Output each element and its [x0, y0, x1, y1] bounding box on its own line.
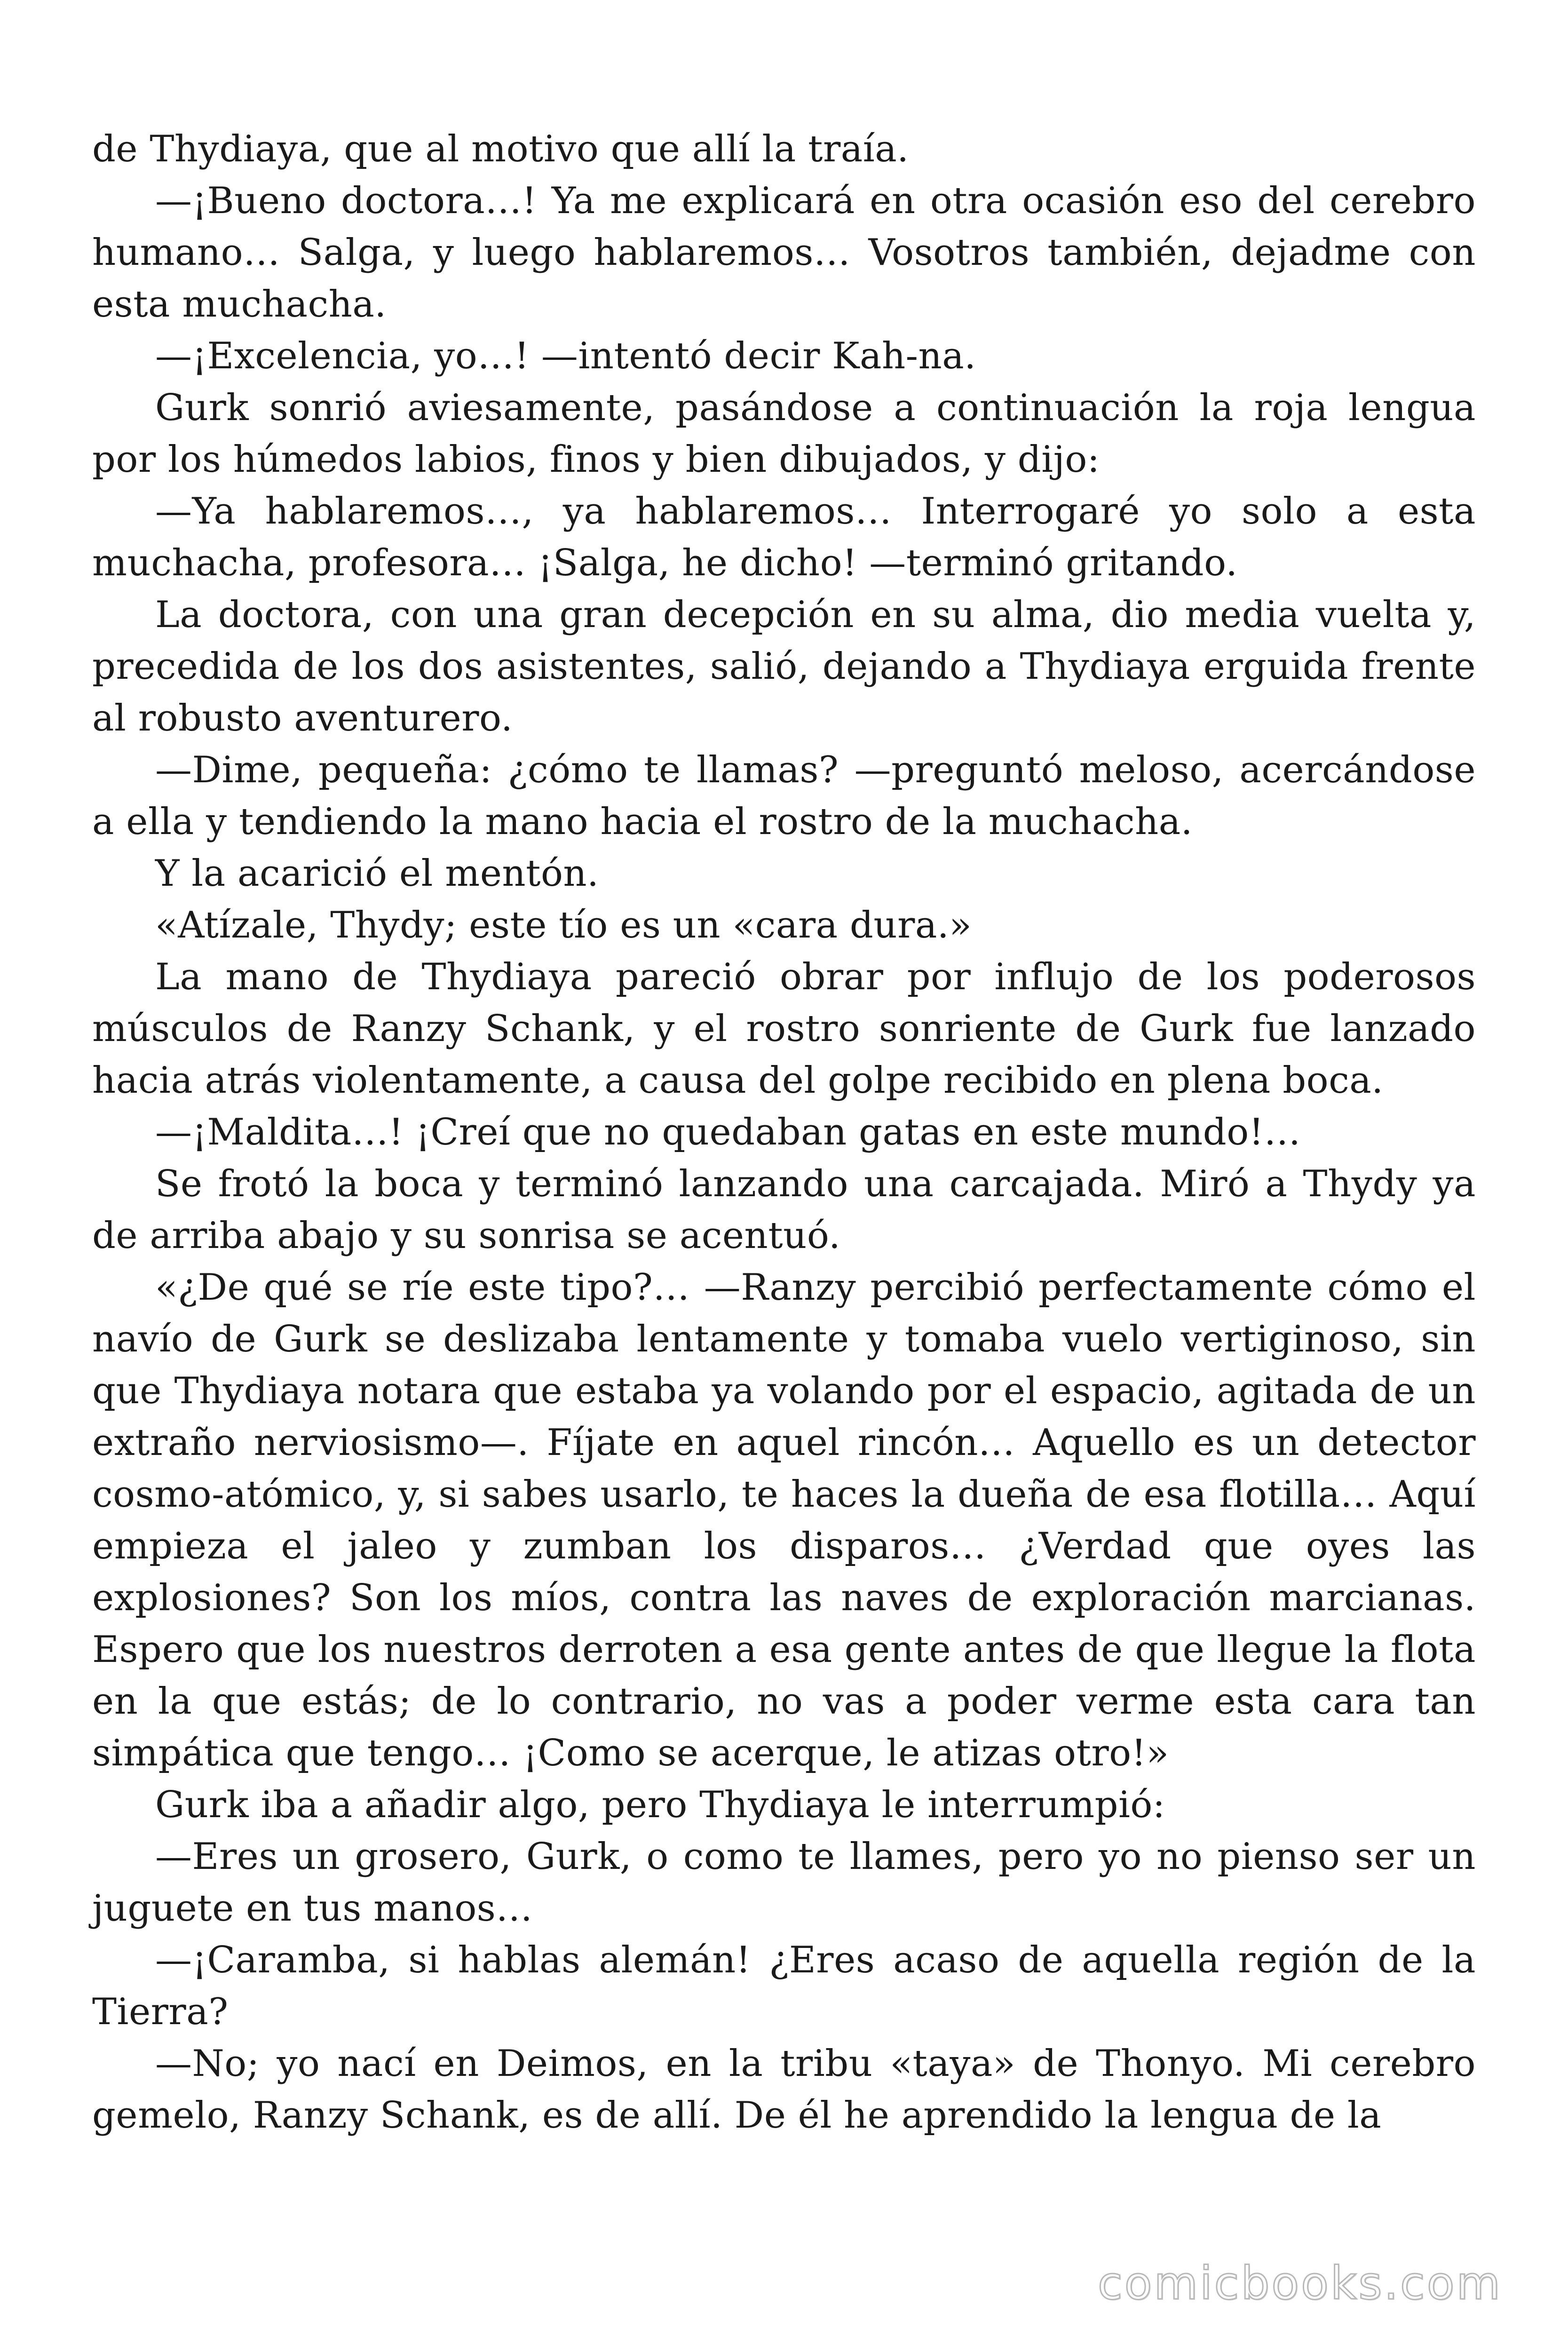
paragraph: —¡Maldita…! ¡Creí que no quedaban gatas en este mundo!…	[155, 1111, 1301, 1153]
paragraph: Y la acarició el mentón.	[155, 852, 599, 895]
paragraph: La mano de Thydiaya pareció obrar por influjo de los poderosos músculos de Ranzy Schank, y el rostro sonriente de Gurk fue lanzado hacia atrás violentamente, a causa del golpe recibido en plena boca.	[92, 956, 1476, 1102]
body-text	[92, 123, 1476, 2141]
paragraph: «¿De qué se ríe este tipo?… —Ranzy percibió perfectamente cómo el navío de Gurk se deslizaba lentamente y tomaba vuelo vertiginoso, sin que Thydiaya notara que estaba ya volando por el espacio, agitada de un extraño nerviosismo—. Fíjate en aquel rincón… Aquello es un detector cosmo-atómico, y, si sabes usarlo, te haces la dueña de esa flotilla… Aquí empieza el jaleo y zumban los disparos… ¿Verdad que oyes las explosiones? Son los míos, contra las naves de exploración marcianas. Espero que los nuestros derroten a esa gente antes de que llegue la flota en la que estás; de lo contrario, no vas a poder verme esta cara tan simpática que tengo… ¡Como se acerque, le atizas otro!»	[92, 1266, 1476, 1774]
paragraph: —No; yo nací en Deimos, en la tribu «taya» de Thonyo. Mi cerebro gemelo, Ranzy Schank, es de allí. De él he aprendido la lengua de la	[92, 2042, 1476, 2137]
paragraph: —¡Caramba, si hablas alemán! ¿Eres acaso de aquella región de la Tierra?	[92, 1939, 1476, 2033]
paragraph: «Atízale, Thydy; este tío es un «cara dura.»	[155, 904, 972, 946]
paragraph: Se frotó la boca y terminó lanzando una carcajada. Miró a Thydy ya de arriba abajo y su sonrisa se acentuó.	[92, 1163, 1476, 1257]
paragraph: —¡Bueno doctora…! Ya me explicará en otra ocasión eso del cerebro humano… Salga, y luego hablaremos… Vosotros también, dejadme con esta muchacha.	[92, 180, 1476, 326]
paragraph: La doctora, con una gran decepción en su alma, dio media vuelta y, precedida de los dos asistentes, salió, dejando a Thydiaya erguida frente al robusto aventurero.	[92, 594, 1476, 739]
paragraph: —Eres un grosero, Gurk, o como te llames, pero yo no pienso ser un juguete en tus manos…	[92, 1836, 1476, 1930]
paragraph: Gurk sonrió aviesamente, pasándose a continuación la roja lengua por los húmedos labios, finos y bien dibujados, y dijo:	[92, 387, 1476, 481]
paragraph: —Dime, pequeña: ¿cómo te llamas? —preguntó meloso, acercándose a ella y tendiendo la mano hacia el rostro de la muchacha.	[92, 749, 1476, 843]
paragraph: de Thydiaya, que al motivo que allí la traía.	[92, 128, 909, 170]
paragraph: —¡Excelencia, yo…! —intentó decir Kah-na.	[155, 335, 976, 377]
paragraph: Gurk iba a añadir algo, pero Thydiaya le interrumpió:	[155, 1784, 1165, 1826]
watermark: comicbooks.com	[1097, 2257, 1502, 2310]
paragraph: —Ya hablaremos…, ya hablaremos… Interrogaré yo solo a esta muchacha, profesora… ¡Salga, he dicho! —terminó gritando.	[92, 490, 1476, 584]
